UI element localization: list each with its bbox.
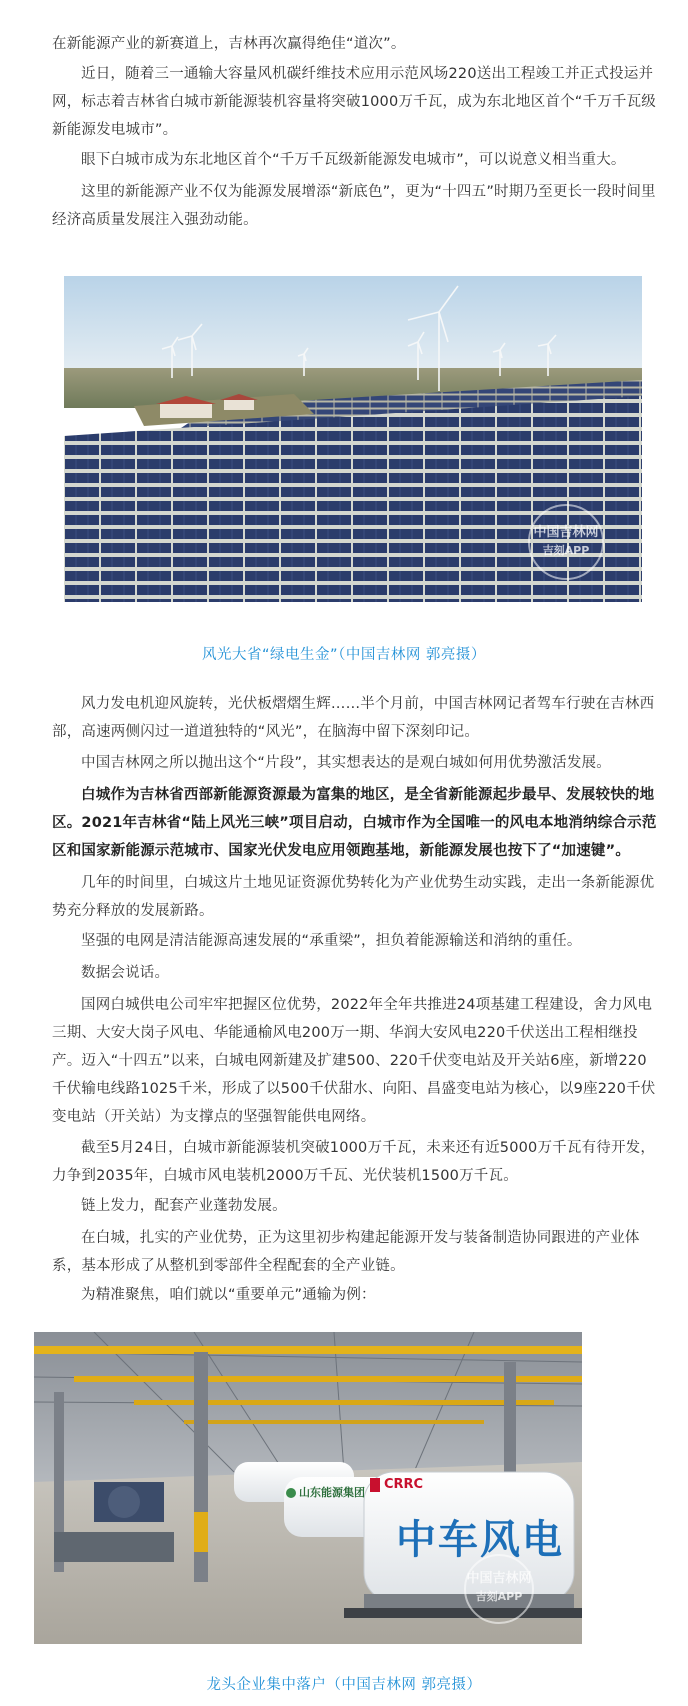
solar-wind-farm-photo xyxy=(64,276,642,602)
paragraph: 国网白城供电公司牢牢把握区位优势，2022年全年共推进24项基建工程建设，舍力风电三期、大安大岗子风电、华能通榆风电200万一期、华润大安风电220千伏送出工程相继投产。迈入“十四五”以来，白城电网新建及扩建500、220千伏变电站及开关站6座，新增220千伏输电线路1025千米，形成了以500千伏甜水、向阳、昌盛变电站为核心，以9座220千伏变电站（开关站）为支撑点的坚强智能供电网络。 xyxy=(52,997,656,1125)
paragraph: 近日，随着三一通输大容量风机碳纤维技术应用示范风场220送出工程竣工并正式投运并网，标志着吉林省白城市新能源装机容量将突破1000万千瓦，成为东北地区首个“千万千瓦级新能源发电城市”。 xyxy=(52,66,657,138)
shandong-logo-icon xyxy=(286,1488,296,1498)
watermark-logo xyxy=(514,524,618,560)
crrc-logo: CRRC xyxy=(384,1477,424,1492)
paragraph: 眼下白城市成为东北地区首个“千万千瓦级新能源发电城市”，可以说意义相当重大。 xyxy=(81,152,626,168)
watermark-logo xyxy=(446,1570,552,1606)
paragraph: 链上发力，配套产业蓬勃发展。 xyxy=(81,1198,287,1214)
paragraph: 在白城，扎实的产业优势，正为这里初步构建起能源开发与装备制造协同跟进的产业体系，基本形成了从整机到零部件全程配套的全产业链。 xyxy=(52,1230,640,1274)
watermark-subtext: 吉刻APP xyxy=(542,544,590,557)
paragraph-emphasis: 白城作为吉林省西部新能源资源最为富集的地区，是全省新能源起步最早、发展较快的地区。2021年吉林省“陆上风光三峡”项目启动，白城市作为全国唯一的风电本地消纳综合示范区和国家新能源示范城市、国家光伏发电应用领跑基地，新能源发展也按下了“加速键”。 xyxy=(52,787,657,859)
watermark-text: 中国吉林网 xyxy=(466,1571,532,1586)
paragraph: 为精准聚焦，咱们就以“重要单元”通输为例： xyxy=(81,1287,376,1303)
paragraph: 风力发电机迎风旋转，光伏板熠熠生辉……半个月前，中国吉林网记者驾车行驶在吉林西部，高速两侧闪过一道道独特的“风光”，在脑海中留下深刻印记。 xyxy=(52,696,655,740)
figure-caption: 龙头企业集中落户（中国吉林网 郭亮摄） xyxy=(206,1677,482,1693)
nacelle-brand-text: 中车风电 xyxy=(396,1517,564,1563)
watermark-text: 中国吉林网 xyxy=(533,525,599,540)
paragraph: 数据会说话。 xyxy=(81,965,170,981)
paragraph: 截至5月24日，白城市新能源装机突破1000万千瓦，未来还有近5000万千瓦有待开发，力争到2035年，白城市风电装机2000万千瓦、光伏装机1500万千瓦。 xyxy=(52,1140,656,1184)
shandong-logo-text: 山东能源集团 xyxy=(299,1486,365,1499)
factory-photo xyxy=(34,1332,582,1644)
paragraph: 坚强的电网是清洁能源高速发展的“承重梁”，担负着能源输送和消纳的重任。 xyxy=(81,933,582,949)
paragraph: 这里的新能源产业不仅为能源发展增添“新底色”，更为“十四五”时期乃至更长一段时间里经济高质量发展注入强劲动能。 xyxy=(52,184,656,228)
figure-caption: 风光大省“绿电生金”（中国吉林网 郭亮摄） xyxy=(202,647,486,663)
paragraph: 中国吉林网之所以抛出这个“片段”，其实想表达的是观白城如何用优势激活发展。 xyxy=(81,755,611,771)
paragraph: 几年的时间里，白城这片土地见证资源优势转化为产业优势生动实践，走出一条新能源优势充分释放的发展新路。 xyxy=(52,875,655,919)
shandong-energy-logo xyxy=(286,1484,365,1500)
watermark-subtext: 吉刻APP xyxy=(475,1590,523,1603)
paragraph-intro: 在新能源产业的新赛道上，吉林再次赢得绝佳“道次”。 xyxy=(52,36,406,52)
